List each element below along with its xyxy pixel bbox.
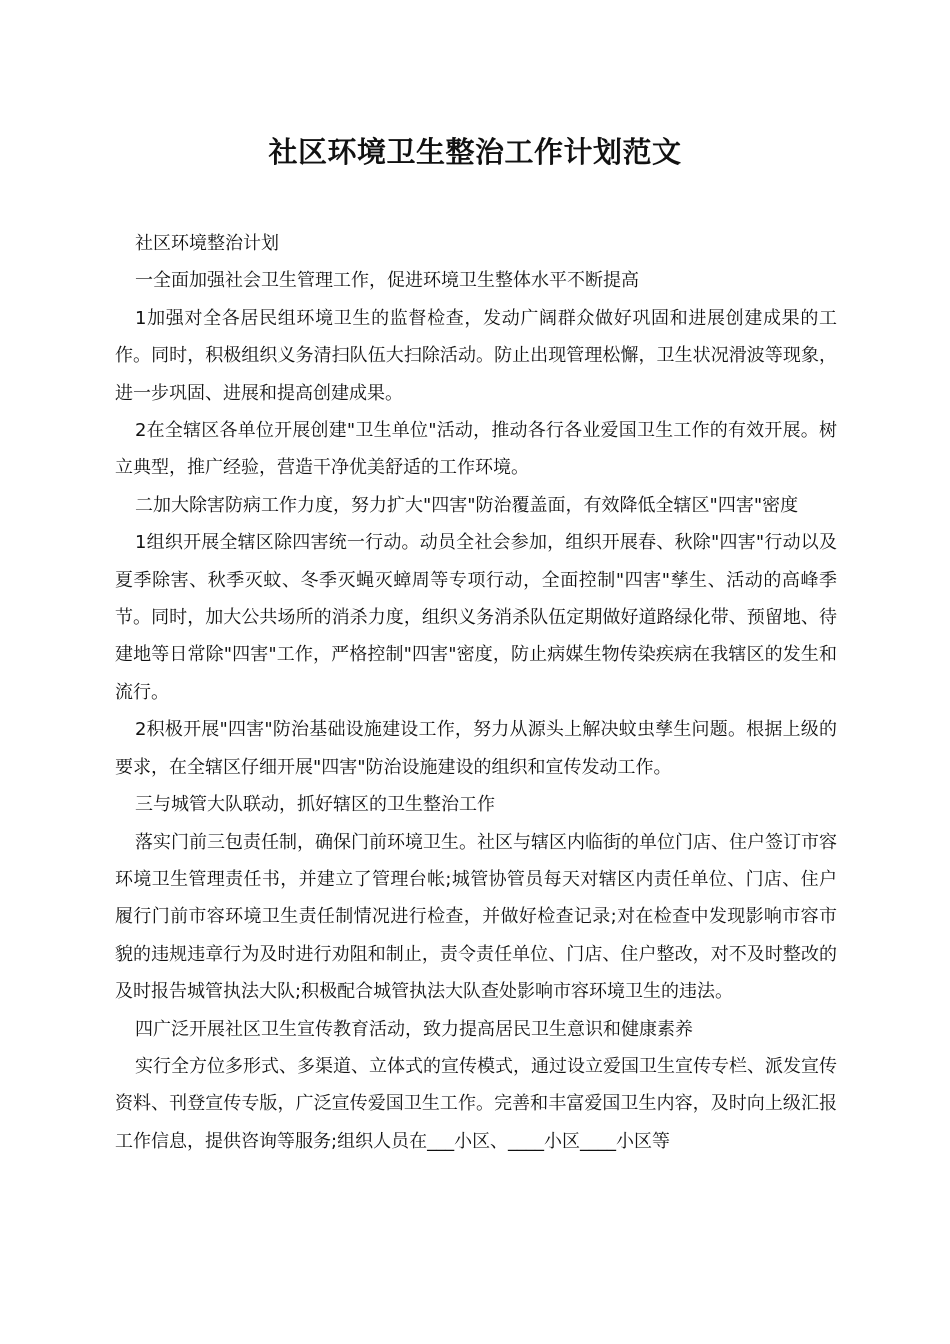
paragraph-section-1-heading: 一全面加强社会卫生管理工作，促进环境卫生整体水平不断提高 <box>135 270 639 292</box>
paragraph-section-2-item-1: 1组织开展全辖区除四害统一行动。动员全社会参加，组织开展春、秋除"四害"行动以及夏季除害、秋季灭蚊、冬季灭蝇灭蟑周等专项行动，全面控制"四害"孳生、活动的高峰季节。同时，加大公共场所的消杀力度，组织义务消杀队伍定期做好道路绿化带、预留地、待建地等日常除"四害"工作，严格控制"四害"密度，防止病媒生物传染疾病在我辖区的发生和流行。 <box>115 532 837 703</box>
document-body <box>115 225 837 1160</box>
paragraph-section-1-item-2: 2在全辖区各单位开展创建"卫生单位"活动，推动各行各业爱国卫生工作的有效开展。树立典型，推广经验，营造干净优美舒适的工作环境。 <box>115 420 837 479</box>
paragraph-heading-plan: 社区环境整治计划 <box>135 233 279 254</box>
paragraph-section-3-heading: 三与城管大队联动，抓好辖区的卫生整治工作 <box>135 794 495 816</box>
document-title: 社区环境卫生整治工作计划范文 <box>268 135 682 169</box>
paragraph-section-3-body: 落实门前三包责任制，确保门前环境卫生。社区与辖区内临街的单位门店、住户签订市容环境卫生管理责任书，并建立了管理台帐;城管协管员每天对辖区内责任单位、门店、住户履行门前市容环境卫生责任制情况进行检查，并做好检查记录;对在检查中发现影响市容市貌的违规违章行为及时进行劝阻和制止，责令责任单位、门店、住户整改，对不及时整改的及时报告城管执法大队;积极配合城管执法大队查处影响市容环境卫生的违法。 <box>115 831 837 1003</box>
paragraph-section-4-heading: 四广泛开展社区卫生宣传教育活动，致力提高居民卫生意识和健康素养 <box>135 1018 693 1040</box>
paragraph-section-2-item-2: 2积极开展"四害"防治基础设施建设工作，努力从源头上解决蚊虫孳生问题。根据上级的要求，在全辖区仔细开展"四害"防治设施建设的组织和宣传发动工作。 <box>115 719 837 778</box>
paragraph-section-1-item-1: 1加强对全各居民组环境卫生的监督检查，发动广阔群众做好巩固和进展创建成果的工作。同时，积极组织义务清扫队伍大扫除活动。防止出现管理松懈，卫生状况滑波等现象，进一步巩固、进展和提高创建成果。 <box>115 307 837 404</box>
paragraph-section-2-heading: 二加大除害防病工作力度，努力扩大"四害"防治覆盖面，有效降低全辖区"四害"密度 <box>135 494 799 516</box>
paragraph-section-4-body: 实行全方位多形式、多渠道、立体式的宣传模式，通过设立爱国卫生宣传专栏、派发宣传资料、刊登宣传专版，广泛宣传爱国卫生工作。完善和丰富爱国卫生内容，及时向上级汇报工作信息，提供咨询等服务;组织人员在___小区、____小区____小区等 <box>115 1055 837 1152</box>
